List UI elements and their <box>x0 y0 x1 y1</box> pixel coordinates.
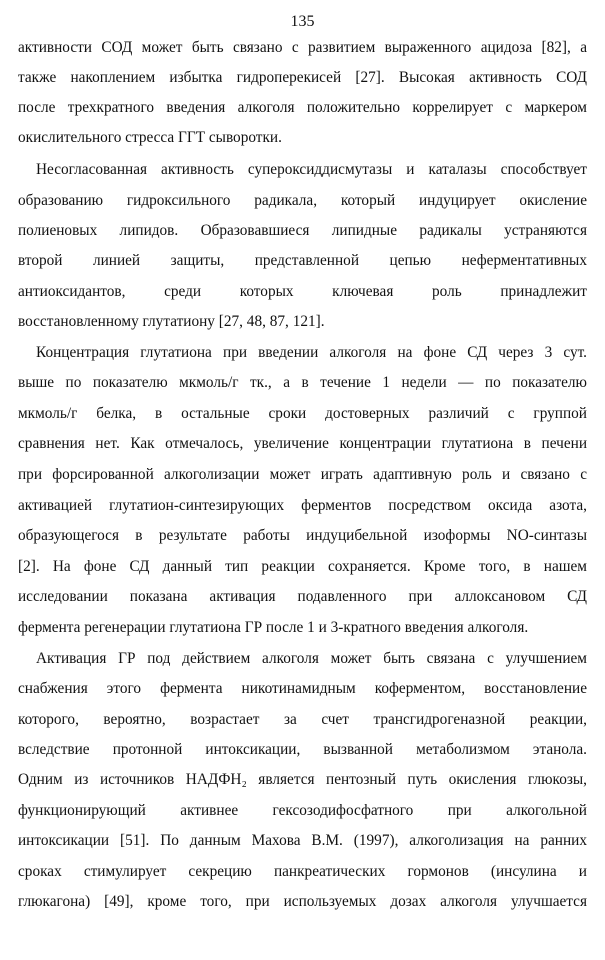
text-line: антиоксидантов, среди которых ключевая роль принадлежит <box>18 283 587 300</box>
text-line: интоксикации [51]. По данным Махова В.М. (1997), алкоголизация на ранних <box>18 832 587 849</box>
text-line: снабжения этого фермента никотинамидным коферментом, восстановление <box>18 680 587 697</box>
text-line: также накоплением избытка гидроперекисей [27]. Высокая активность СОД <box>18 69 587 86</box>
text-line: которого, вероятно, возрастает за счет трансгидрогеназной реакции, <box>18 711 587 728</box>
text-line: образованию гидроксильного радикала, который индуцирует окисление <box>18 192 587 209</box>
text-line: Концентрация глутатиона при введении алкоголя на фоне СД через 3 сут. <box>36 344 587 361</box>
text-line: вследствие протонной интоксикации, вызванной метаболизмом этанола. <box>18 741 587 758</box>
text-line: образующегося в результате работы индуцибельной изоформы NO-синтазы <box>18 527 587 544</box>
text-line: активности СОД может быть связано с развитием выраженного ацидоза [82], а <box>18 39 587 56</box>
text-line: второй линией защиты, представленной цепью неферментативных <box>18 252 587 269</box>
text-line: Активация ГР под действием алкоголя может быть связана с улучшением <box>36 650 587 667</box>
page-number: 135 <box>290 13 315 30</box>
text-line: функционирующий активнее гексозодифосфатного при алкогольной <box>18 802 587 819</box>
text-line: мкмоль/г белка, в остальные сроки достоверных различий с группой <box>18 405 587 422</box>
text-line: глюкагона) [49], кроме того, при используемых дозах алкоголя улучшается <box>18 893 587 910</box>
text-line: сроках стимулирует секрецию панкреатических гормонов (инсулина и <box>18 863 587 880</box>
text-line: выше по показателю мкмоль/г тк., а в течение 1 недели — по показателю <box>18 374 587 391</box>
text-line: активацией глутатион-синтезирующих ферментов посредством оксида азота, <box>18 497 587 514</box>
text-line: фермента регенерации глутатиона ГР после 1 и 3-кратного введения алкоголя. <box>18 619 529 636</box>
text-line: [2]. На фоне СД данный тип реакции сохраняется. Кроме того, в нашем <box>18 558 587 575</box>
text-line: полиеновых липидов. Образовавшиеся липидные радикалы устраняются <box>18 222 587 239</box>
text-line: исследовании показана активация подавленного при аллоксановом СД <box>18 588 587 605</box>
text-line: Несогласованная активность супероксиддисмутазы и каталазы способствует <box>36 161 587 178</box>
text-line: окислительного стресса ГГТ сыворотки. <box>18 129 282 146</box>
text-line: после трехкратного введения алкоголя положительно коррелирует с маркером <box>18 99 587 116</box>
text-line: при форсированной алкоголизации может играть адаптивную роль и связано с <box>18 466 587 483</box>
text-line: Одним из источников НАДФН₂ является пентозный путь окисления глюкозы, <box>18 771 587 788</box>
text-line: восстановленному глутатиону [27, 48, 87, 121]. <box>18 313 325 330</box>
text-line: сравнения нет. Как отмечалось, увеличение концентрации глутатиона в печени <box>18 435 587 452</box>
